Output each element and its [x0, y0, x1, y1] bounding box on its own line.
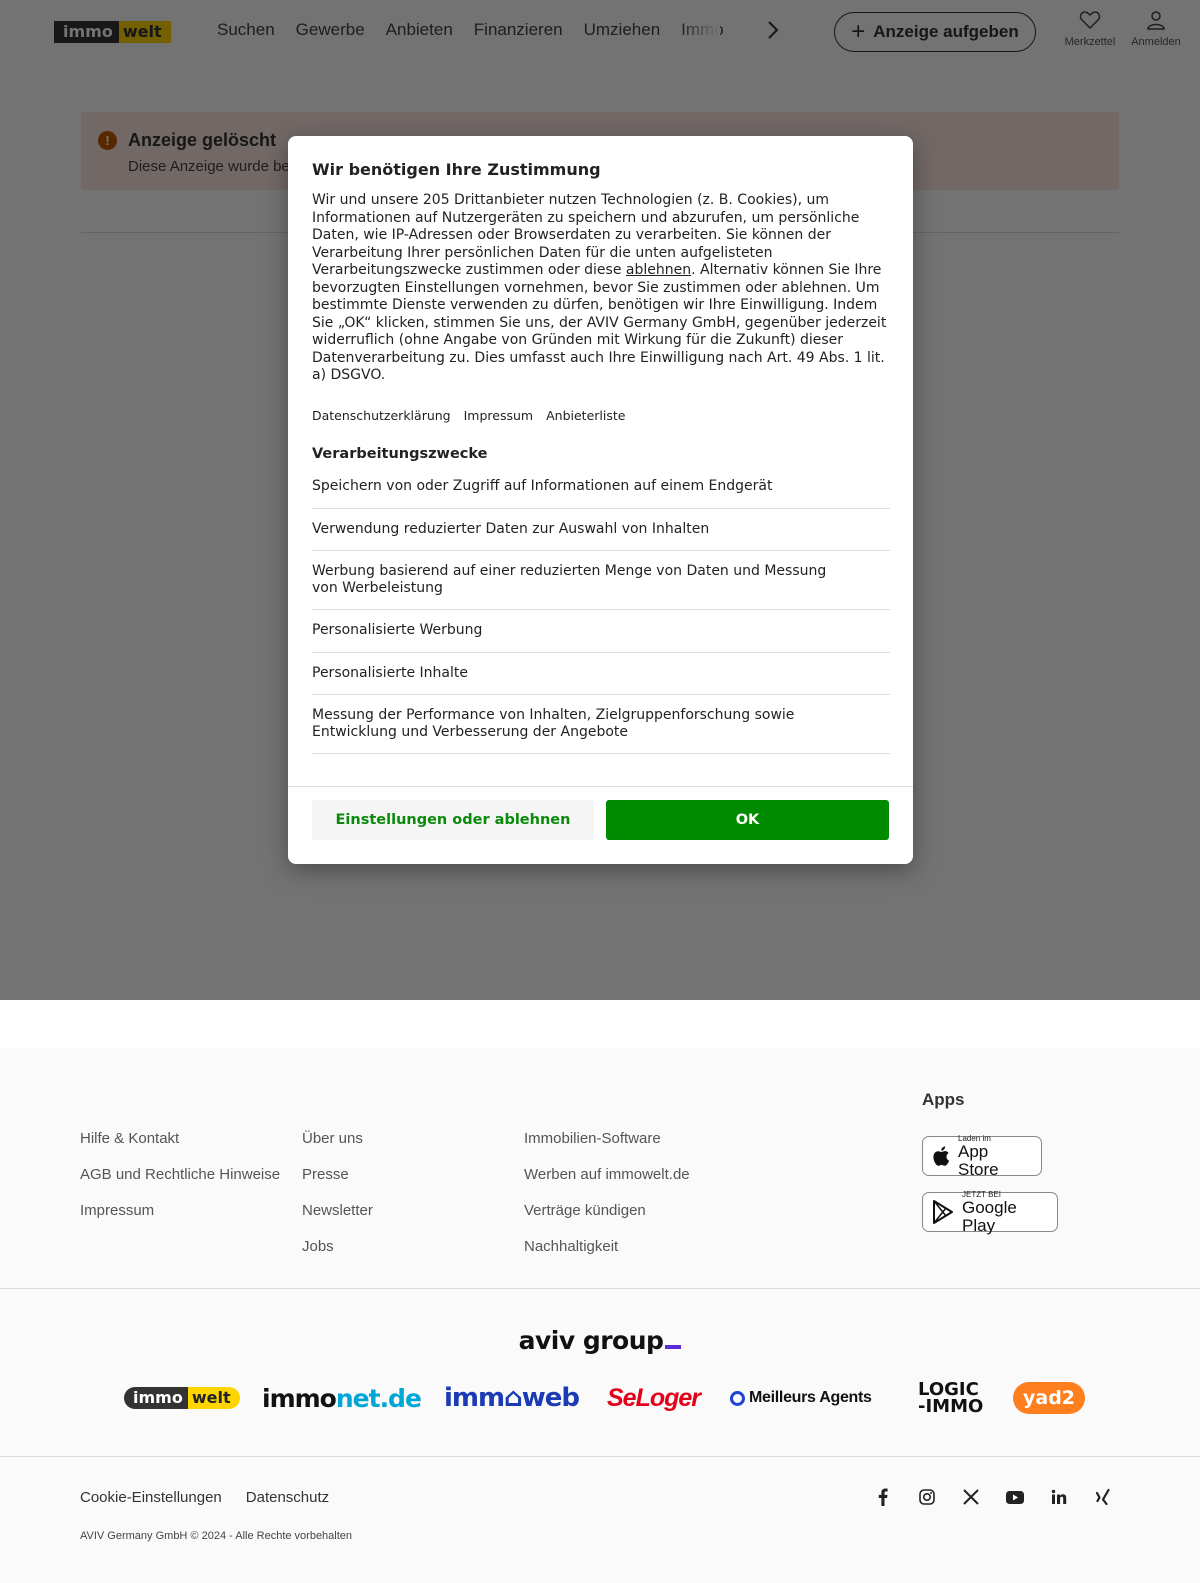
google-play-text [962, 1190, 1048, 1235]
consent-text-part-2: . Alternativ können Sie Ihre bevorzugten Einstellungen vornehmen, bevor Sie zustimmen oder ablehnen. Um bestimmte Dienste verwenden zu dürfen, benötigen wir Ihre Einwilligung. Indem Sie „OK“ klicken, stimmen Sie uns, der AVIV Germany GmbH, gegenüber jederzeit widerruflich (ohne Angabe von Gründen mit Wirkung für die Zukunft) dieser Datenverarbeitung zu. Dies umfasst auch Ihre Einwilligung nach Art. 49 Abs. 1 lit. a) DSGVO. [312, 262, 887, 383]
consent-text [312, 192, 890, 385]
immoweb-brand-logo[interactable]: imm⌂web [444, 1383, 579, 1413]
settings-or-reject-button[interactable]: Einstellungen oder ablehnen [312, 800, 594, 840]
footer-column-3 [524, 1130, 690, 1274]
brand-immonet-part-1: immo [262, 1383, 336, 1413]
purpose-item: Personalisierte Inhalte [312, 653, 890, 696]
modal-footer-divider [288, 786, 913, 787]
consent-links [312, 408, 625, 423]
purpose-item: Werbung basierend auf einer reduzierten Menge von Daten und Messung von Werbeleistung [312, 551, 890, 610]
instagram-icon[interactable] [916, 1486, 938, 1508]
copyright: AVIV Germany GmbH © 2024 - Alle Rechte vorbehalten [80, 1530, 353, 1542]
consent-title: Wir benötigen Ihre Zustimmung [312, 160, 601, 179]
footer-link[interactable]: Newsletter [302, 1202, 373, 1219]
aviv-underscore [665, 1345, 681, 1349]
app-store-large: App Store [958, 1141, 999, 1179]
footer-column-2 [302, 1130, 373, 1274]
youtube-icon[interactable] [1004, 1486, 1026, 1508]
consent-dialog [288, 136, 913, 864]
footer-link[interactable]: AGB und Rechtliche Hinweise [80, 1166, 281, 1183]
app-store-text [958, 1134, 1032, 1179]
brand-immonet-part-2: net.de [335, 1383, 421, 1413]
imprint-link[interactable]: Impressum [463, 408, 534, 423]
footer-link[interactable]: Werben auf immowelt.de [524, 1166, 690, 1183]
purposes-title: Verarbeitungszwecke [312, 446, 488, 462]
x-icon[interactable] [960, 1486, 982, 1508]
brand-logic-line-1: LOGIC [918, 1379, 979, 1400]
purpose-item: Messung der Performance von Inhalten, Zielgruppenforschung sowie Entwicklung und Verbesserung der Angebote [312, 695, 890, 754]
footer-column-1 [80, 1130, 280, 1238]
google-play-large: Google Play [962, 1197, 1017, 1235]
reject-link[interactable]: ablehnen [625, 262, 692, 278]
footer-divider [0, 1288, 1200, 1289]
purpose-item: Verwendung reduzierter Daten zur Auswahl von Inhalten [312, 509, 890, 552]
footer-link[interactable]: Nachhaltigkeit [524, 1238, 619, 1255]
privacy-link[interactable]: Datenschutz [245, 1489, 330, 1506]
vendor-list-link[interactable]: Anbieterliste [546, 408, 626, 423]
app-store-small: Laden im [958, 1133, 991, 1143]
consent-text-part-1: Wir und unsere 205 Drittanbieter nutzen Technologien (z. B. Cookies), um Informationen auf Nutzergeräten zu speichern und abzurufen, um persönliche Daten, wie IP-Adressen oder Browserdaten zu verarbeiten. Sie können der Verarbeitung Ihrer persönlichen Daten für die unten aufgelisteten Verarbeitungszwecke zustimmen oder diese [312, 192, 860, 278]
footer-link[interactable]: Immobilien-Software [524, 1130, 661, 1147]
aviv-group-text: aviv group [518, 1326, 664, 1355]
linkedin-icon[interactable] [1048, 1486, 1070, 1508]
brand-logic-line-2: -IMMO [918, 1396, 984, 1417]
aviv-group-logo [0, 1326, 1200, 1355]
immonet-brand-logo[interactable] [262, 1373, 421, 1423]
footer-link[interactable]: Über uns [302, 1130, 363, 1147]
apps-title: Apps [922, 1090, 965, 1109]
brand-meilleurs-text: Meilleurs Agents [749, 1389, 872, 1406]
brand-yad2-text: yad2 [1013, 1382, 1085, 1414]
seloger-brand-logo[interactable]: SeLoger [607, 1383, 701, 1412]
google-play-small: JETZT BEI [962, 1189, 1001, 1199]
footer-link[interactable]: Verträge kündigen [524, 1202, 646, 1219]
footer-link[interactable]: Hilfe & Kontakt [80, 1130, 180, 1147]
purpose-item: Personalisierte Werbung [312, 610, 890, 653]
app-store-badge[interactable] [922, 1133, 1042, 1179]
xing-icon[interactable] [1092, 1486, 1114, 1508]
yad2-brand-logo[interactable] [1013, 1373, 1085, 1423]
footer-divider [0, 1456, 1200, 1457]
immowelt-brand-logo[interactable] [124, 1373, 240, 1423]
privacy-policy-link[interactable]: Datenschutzerklärung [312, 408, 451, 423]
meilleurs-agents-brand-logo[interactable] [730, 1373, 872, 1423]
brand-immowelt-part-1: immo [124, 1387, 188, 1409]
google-play-badge[interactable] [922, 1189, 1058, 1235]
facebook-icon[interactable] [872, 1486, 894, 1508]
footer [0, 1048, 1200, 1583]
purpose-item: Speichern von oder Zugriff auf Informationen auf einem Endgerät [312, 466, 890, 509]
brand-logos [0, 1373, 1200, 1423]
footer-bottom-links [80, 1489, 329, 1506]
footer-link[interactable]: Presse [302, 1166, 349, 1183]
apple-icon [932, 1145, 950, 1167]
google-play-icon [932, 1200, 954, 1224]
footer-link[interactable]: Impressum [80, 1202, 155, 1219]
meilleurs-agents-dot-icon [730, 1391, 745, 1406]
purposes-list [312, 466, 890, 754]
brand-immowelt-part-2: welt [188, 1387, 240, 1409]
cookie-settings-link[interactable]: Cookie-Einstellungen [80, 1489, 222, 1506]
footer-link[interactable]: Jobs [302, 1238, 334, 1255]
ok-button[interactable]: OK [606, 800, 889, 840]
logic-immo-brand-logo[interactable] [918, 1373, 983, 1423]
